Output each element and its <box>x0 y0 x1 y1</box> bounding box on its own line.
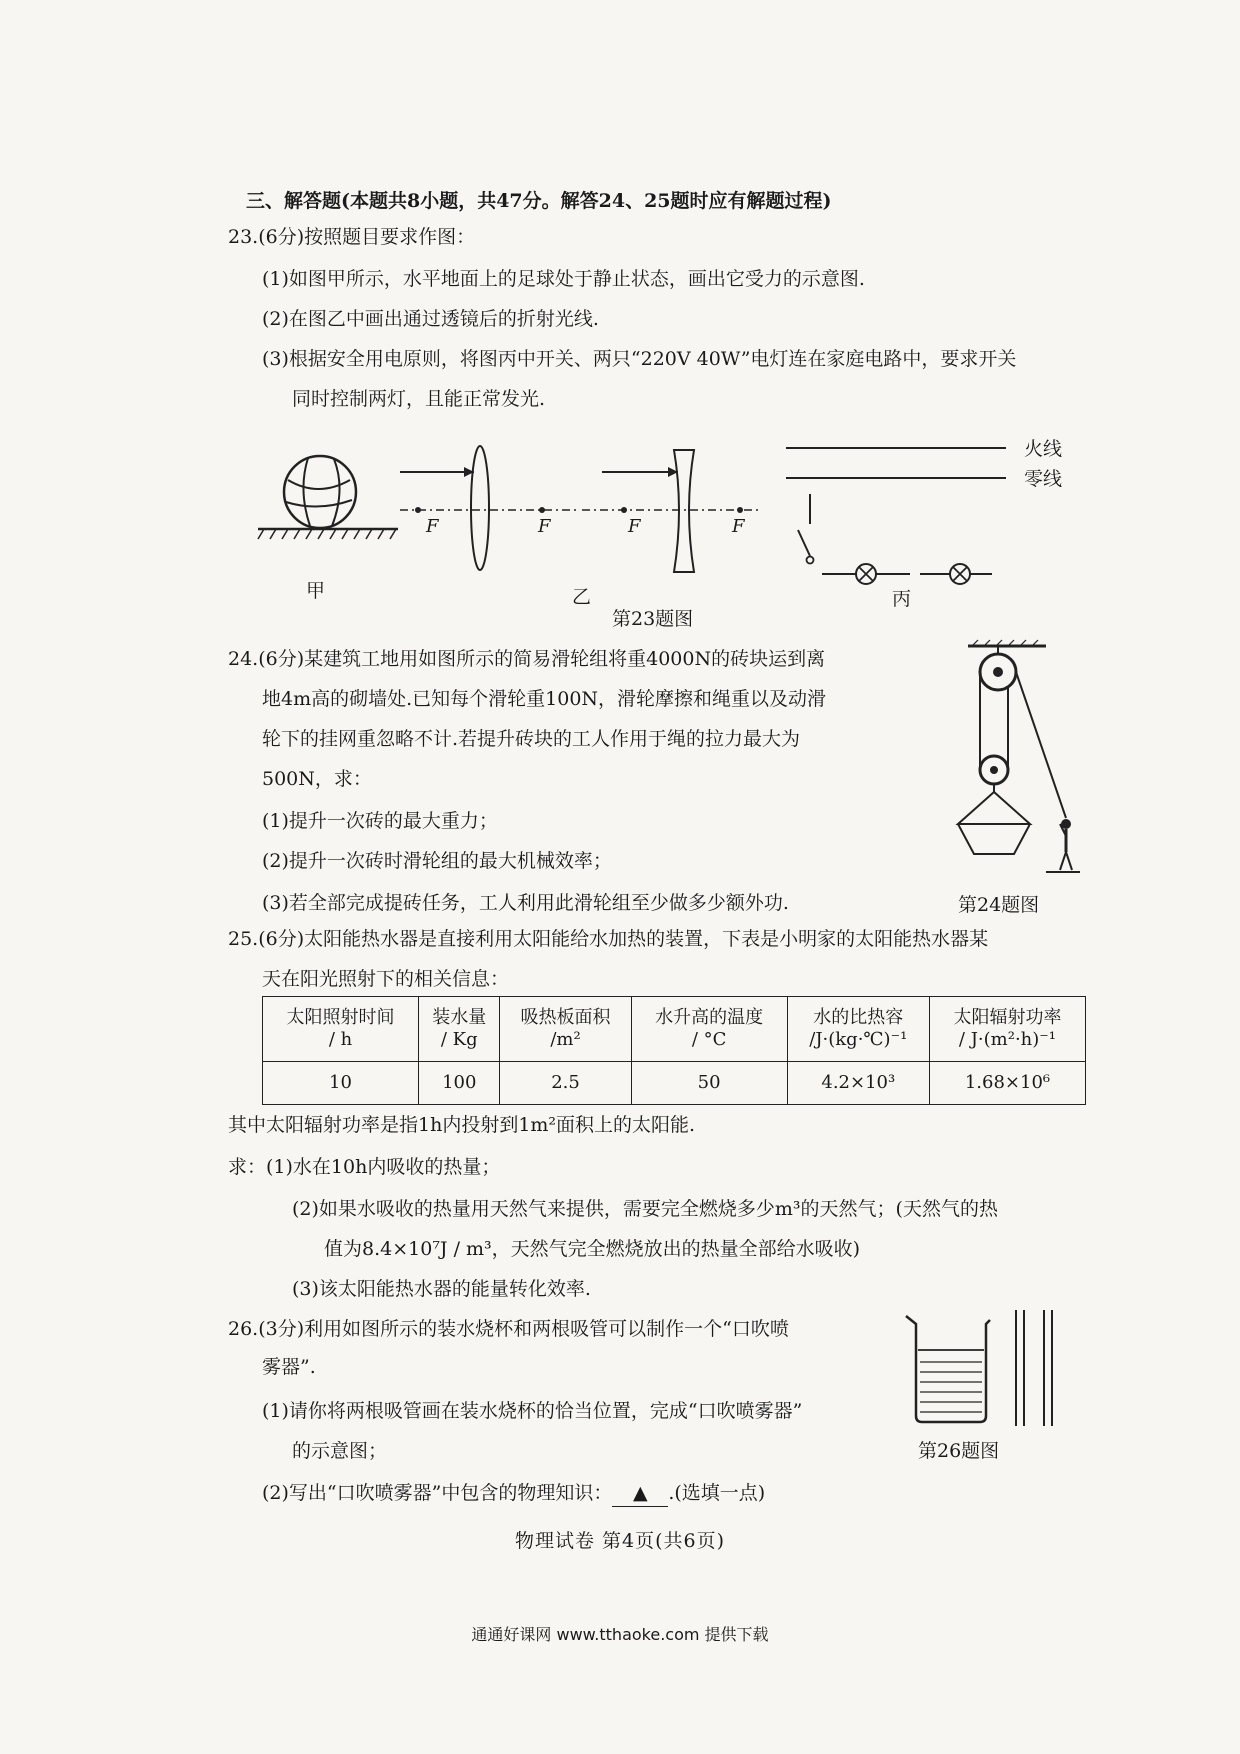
site-footer: 通通好课网 www.tthaoke.com 提供下载 <box>471 1625 769 1644</box>
figure-yi-convex-lens <box>398 440 578 580</box>
live-wire-label: 火线 <box>1024 438 1063 460</box>
q23-part3-line2: 同时控制两灯，且能正常发光. <box>292 388 546 410</box>
lens1-focus-right: F <box>538 516 551 537</box>
q24-caption: 第24题图 <box>958 894 1040 916</box>
q26-part1-line1: (1)请你将两根吸管画在装水烧杯的恰当位置，完成“口吹喷雾器” <box>262 1400 803 1422</box>
table-cell: 1.68×10⁶ <box>929 1062 1085 1105</box>
q26-part1-line2: 的示意图； <box>292 1440 388 1462</box>
figure-yi-concave-lens <box>580 440 760 580</box>
label-yi: 乙 <box>572 586 592 608</box>
q25-ask3: (3)该太阳能热水器的能量转化效率. <box>292 1278 591 1300</box>
q23-part3-line1: (3)根据安全用电原则，将图丙中开关、两只“220V 40W”电灯连在家庭电路中，要求开关 <box>262 348 1017 370</box>
q26-part2-prefix: (2)写出“口吹喷雾器”中包含的物理知识： <box>262 1482 613 1504</box>
table-header-cell: 太阳辐射功率 / J·(m²·h)⁻¹ <box>929 997 1085 1062</box>
table-header-cell: 水的比热容 /J·(kg·℃)⁻¹ <box>787 997 929 1062</box>
figure-26-beaker <box>900 1310 1060 1430</box>
lens2-focus-left: F <box>628 516 641 537</box>
q26-line1: 26.(3分)利用如图所示的装水烧杯和两根吸管可以制作一个“口吹喷 <box>228 1318 789 1340</box>
neutral-wire-label: 零线 <box>1024 468 1063 490</box>
table-cell: 50 <box>631 1062 787 1105</box>
table-cell: 10 <box>263 1062 419 1105</box>
q26-part2-suffix: .(选填一点) <box>668 1482 766 1504</box>
q24-part1: (1)提升一次砖的最大重力； <box>262 810 498 832</box>
label-bing: 丙 <box>892 588 912 610</box>
section-title: 三、解答题(本题共8小题，共47分。解答24、25题时应有解题过程) <box>246 190 832 212</box>
q23-caption: 第23题图 <box>612 608 694 630</box>
table-header-cell: 太阳照射时间 / h <box>263 997 419 1062</box>
answer-blank: ▲ <box>612 1480 668 1507</box>
figure-jia-football <box>258 450 408 550</box>
table-header-cell: 吸热板面积 /m² <box>500 997 631 1062</box>
q23-part2: (2)在图乙中画出通过透镜后的折射光线. <box>262 308 599 330</box>
q26-part2 <box>262 1480 765 1507</box>
q24-line4: 500N，求： <box>262 768 372 790</box>
q25-note: 其中太阳辐射功率是指1h内投射到1m²面积上的太阳能. <box>228 1114 696 1136</box>
q25-line2: 天在阳光照射下的相关信息： <box>262 968 510 990</box>
lens1-focus-left: F <box>426 516 439 537</box>
q25-ask1: 求：(1)水在10h内吸收的热量； <box>228 1156 501 1178</box>
q24-part3: (3)若全部完成提砖任务，工人利用此滑轮组至少做多少额外功. <box>262 892 789 914</box>
q23-part1: (1)如图甲所示，水平地面上的足球处于静止状态，画出它受力的示意图. <box>262 268 865 290</box>
q26-line2: 雾器”. <box>262 1356 316 1378</box>
table-cell: 4.2×10³ <box>787 1062 929 1105</box>
q24-line1: 24.(6分)某建筑工地用如图所示的简易滑轮组将重4000N的砖块运到离 <box>228 648 826 670</box>
table-header-row <box>263 997 1086 1062</box>
q25-ask2-line1: (2)如果水吸收的热量用天然气来提供，需要完全燃烧多少m³的天然气；(天然气的热 <box>292 1198 998 1220</box>
table-header-cell: 装水量 / Kg <box>419 997 500 1062</box>
table-row <box>263 1062 1086 1105</box>
table-cell: 2.5 <box>500 1062 631 1105</box>
q24-line3: 轮下的挂网重忽略不计.若提升砖块的工人作用于绳的拉力最大为 <box>262 728 801 750</box>
q23-stem: 23.(6分)按照题目要求作图： <box>228 226 476 248</box>
q25-line1: 25.(6分)太阳能热水器是直接利用太阳能给水加热的装置，下表是小明家的太阳能热水器某 <box>228 928 989 950</box>
q24-part2: (2)提升一次砖时滑轮组的最大机械效率； <box>262 850 612 872</box>
lens2-focus-right: F <box>732 516 745 537</box>
q24-line2: 地4m高的砌墙处.已知每个滑轮重100N，滑轮摩擦和绳重以及动滑 <box>262 688 827 710</box>
solar-heater-table <box>262 996 1086 1105</box>
q25-ask2-line2: 值为8.4×10⁷J / m³，天然气完全燃烧放出的热量全部给水吸收) <box>324 1238 861 1260</box>
table-cell: 100 <box>419 1062 500 1105</box>
label-jia: 甲 <box>306 580 326 602</box>
figure-24-pulley <box>950 640 1080 880</box>
table-header-cell: 水升高的温度 / °C <box>631 997 787 1062</box>
q26-caption: 第26题图 <box>918 1440 1000 1462</box>
page-footer: 物理试卷 第4页(共6页) <box>514 1530 726 1552</box>
figure-bing-circuit <box>786 430 1026 590</box>
